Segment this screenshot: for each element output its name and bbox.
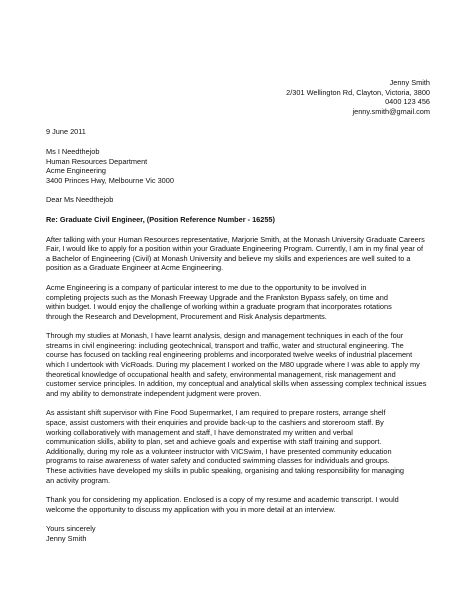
recipient-company: Acme Engineering [46, 166, 107, 176]
sender-address: 2/301 Wellington Rd, Clayton, Victoria, 3800 [286, 87, 430, 97]
paragraph-company-interest [46, 283, 430, 321]
paragraph-line: within budget. I would enjoy the challenge of working within a graduate program that incorporates rotations [46, 302, 392, 312]
subject-line: Re: Graduate Civil Engineer, (Position Reference Number - 16255) [46, 214, 275, 224]
paragraph-closing [46, 495, 430, 514]
paragraph-line: course has focused on tackling real engineering problems and incorporated twelve weeks of industrial placement [46, 350, 413, 360]
paragraph-intro [46, 235, 430, 273]
paragraph-studies [46, 331, 430, 398]
paragraph-line: space, assist customers with their enquiries and provide back-up to the cashiers and storeroom staff. By [46, 418, 384, 428]
paragraph-line: Additionally, during my role as a volunteer instructor with VICSwim, I have presented community education [46, 446, 392, 456]
salutation: Dear Ms Needthejob [46, 195, 114, 205]
sender-block [46, 78, 430, 116]
paragraph-line: Fair, I would like to apply for a position within your Graduate Engineering Program. Currently, I am in my final year of [46, 244, 424, 254]
paragraph-line: through the Research and Development, Procurement and Risk Analysis departments. [46, 311, 327, 321]
paragraph-line: As assistant shift supervisor with Fine Food Supermarket, I am required to prepare rosters, arrange shelf [46, 408, 386, 418]
signature-name: Jenny Smith [46, 533, 87, 543]
paragraph-line: an activity program. [46, 475, 111, 485]
paragraph-line: which I undertook with VicRoads. During my placement I worked on the M80 upgrade where I was able to apply my [46, 360, 420, 370]
paragraph-line: theoretical knowledge of occupational health and safety, environmental management, risk management and [46, 369, 396, 379]
paragraph-line: Acme Engineering is a company of particular interest to me due to the opportunity to be involved in [46, 282, 367, 292]
paragraph-line: These activities have developed my skills in public speaking, organising and taking responsibility for managing [46, 466, 405, 475]
sender-email: jenny.smith@gmail.com [352, 106, 430, 116]
paragraph-line: completing projects such as the Monash Freeway Upgrade and the Frankston Bypass safely, on time and [46, 292, 388, 302]
paragraph-line: working collaboratively with management and staff, I have demonstrated my written and verbal [46, 427, 353, 437]
paragraph-line: After talking with your Human Resources representative, Marjorie Smith, at the Monash University Graduate Careers [46, 234, 425, 244]
paragraph-line: streams in civil engineering: including geotechnical, transport and traffic, water and structural engineering. The [46, 340, 404, 350]
recipient-block [46, 147, 430, 185]
paragraph-line: a Bachelor of Engineering (Civil) at Monash University and believe my skills and experiences are well suited to a [46, 253, 411, 263]
paragraph-line: position as a Graduate Engineer at Acme Engineering. [46, 263, 224, 273]
sender-phone: 0400 123 456 [385, 97, 430, 107]
paragraph-line: communication skills, ability to plan, set and achieve goals and expertise with staff training and support. [46, 437, 382, 447]
letter-date: 9 June 2011 [46, 127, 86, 137]
paragraph-work-experience [46, 408, 430, 485]
paragraph-line: and my ability to demonstrate independent judgment were proven. [46, 388, 262, 398]
paragraph-line: programs to raise awareness of water safety and conducted swimming classes for individuals and groups. [46, 456, 390, 466]
recipient-name: Ms I Needthejob [46, 146, 100, 156]
paragraph-line: Thank you for considering my application. Enclosed is a copy of my resume and academic transcript. I would [46, 495, 399, 505]
signoff-block [46, 524, 430, 543]
sender-name: Jenny Smith [389, 78, 430, 87]
recipient-address: 3400 Princes Hwy, Melbourne Vic 3000 [46, 175, 174, 185]
paragraph-line: Through my studies at Monash, I have learnt analysis, design and management techniques in each of the four [46, 331, 404, 341]
paragraph-line: welcome the opportunity to discuss my application with you in more detail at an interview. [46, 504, 336, 514]
paragraph-line: customer service principles. In addition, my conceptual and analytical skills when assessing complex technical issues [46, 379, 427, 389]
recipient-department: Human Resources Department [46, 156, 148, 166]
closing-phrase: Yours sincerely [46, 524, 96, 534]
